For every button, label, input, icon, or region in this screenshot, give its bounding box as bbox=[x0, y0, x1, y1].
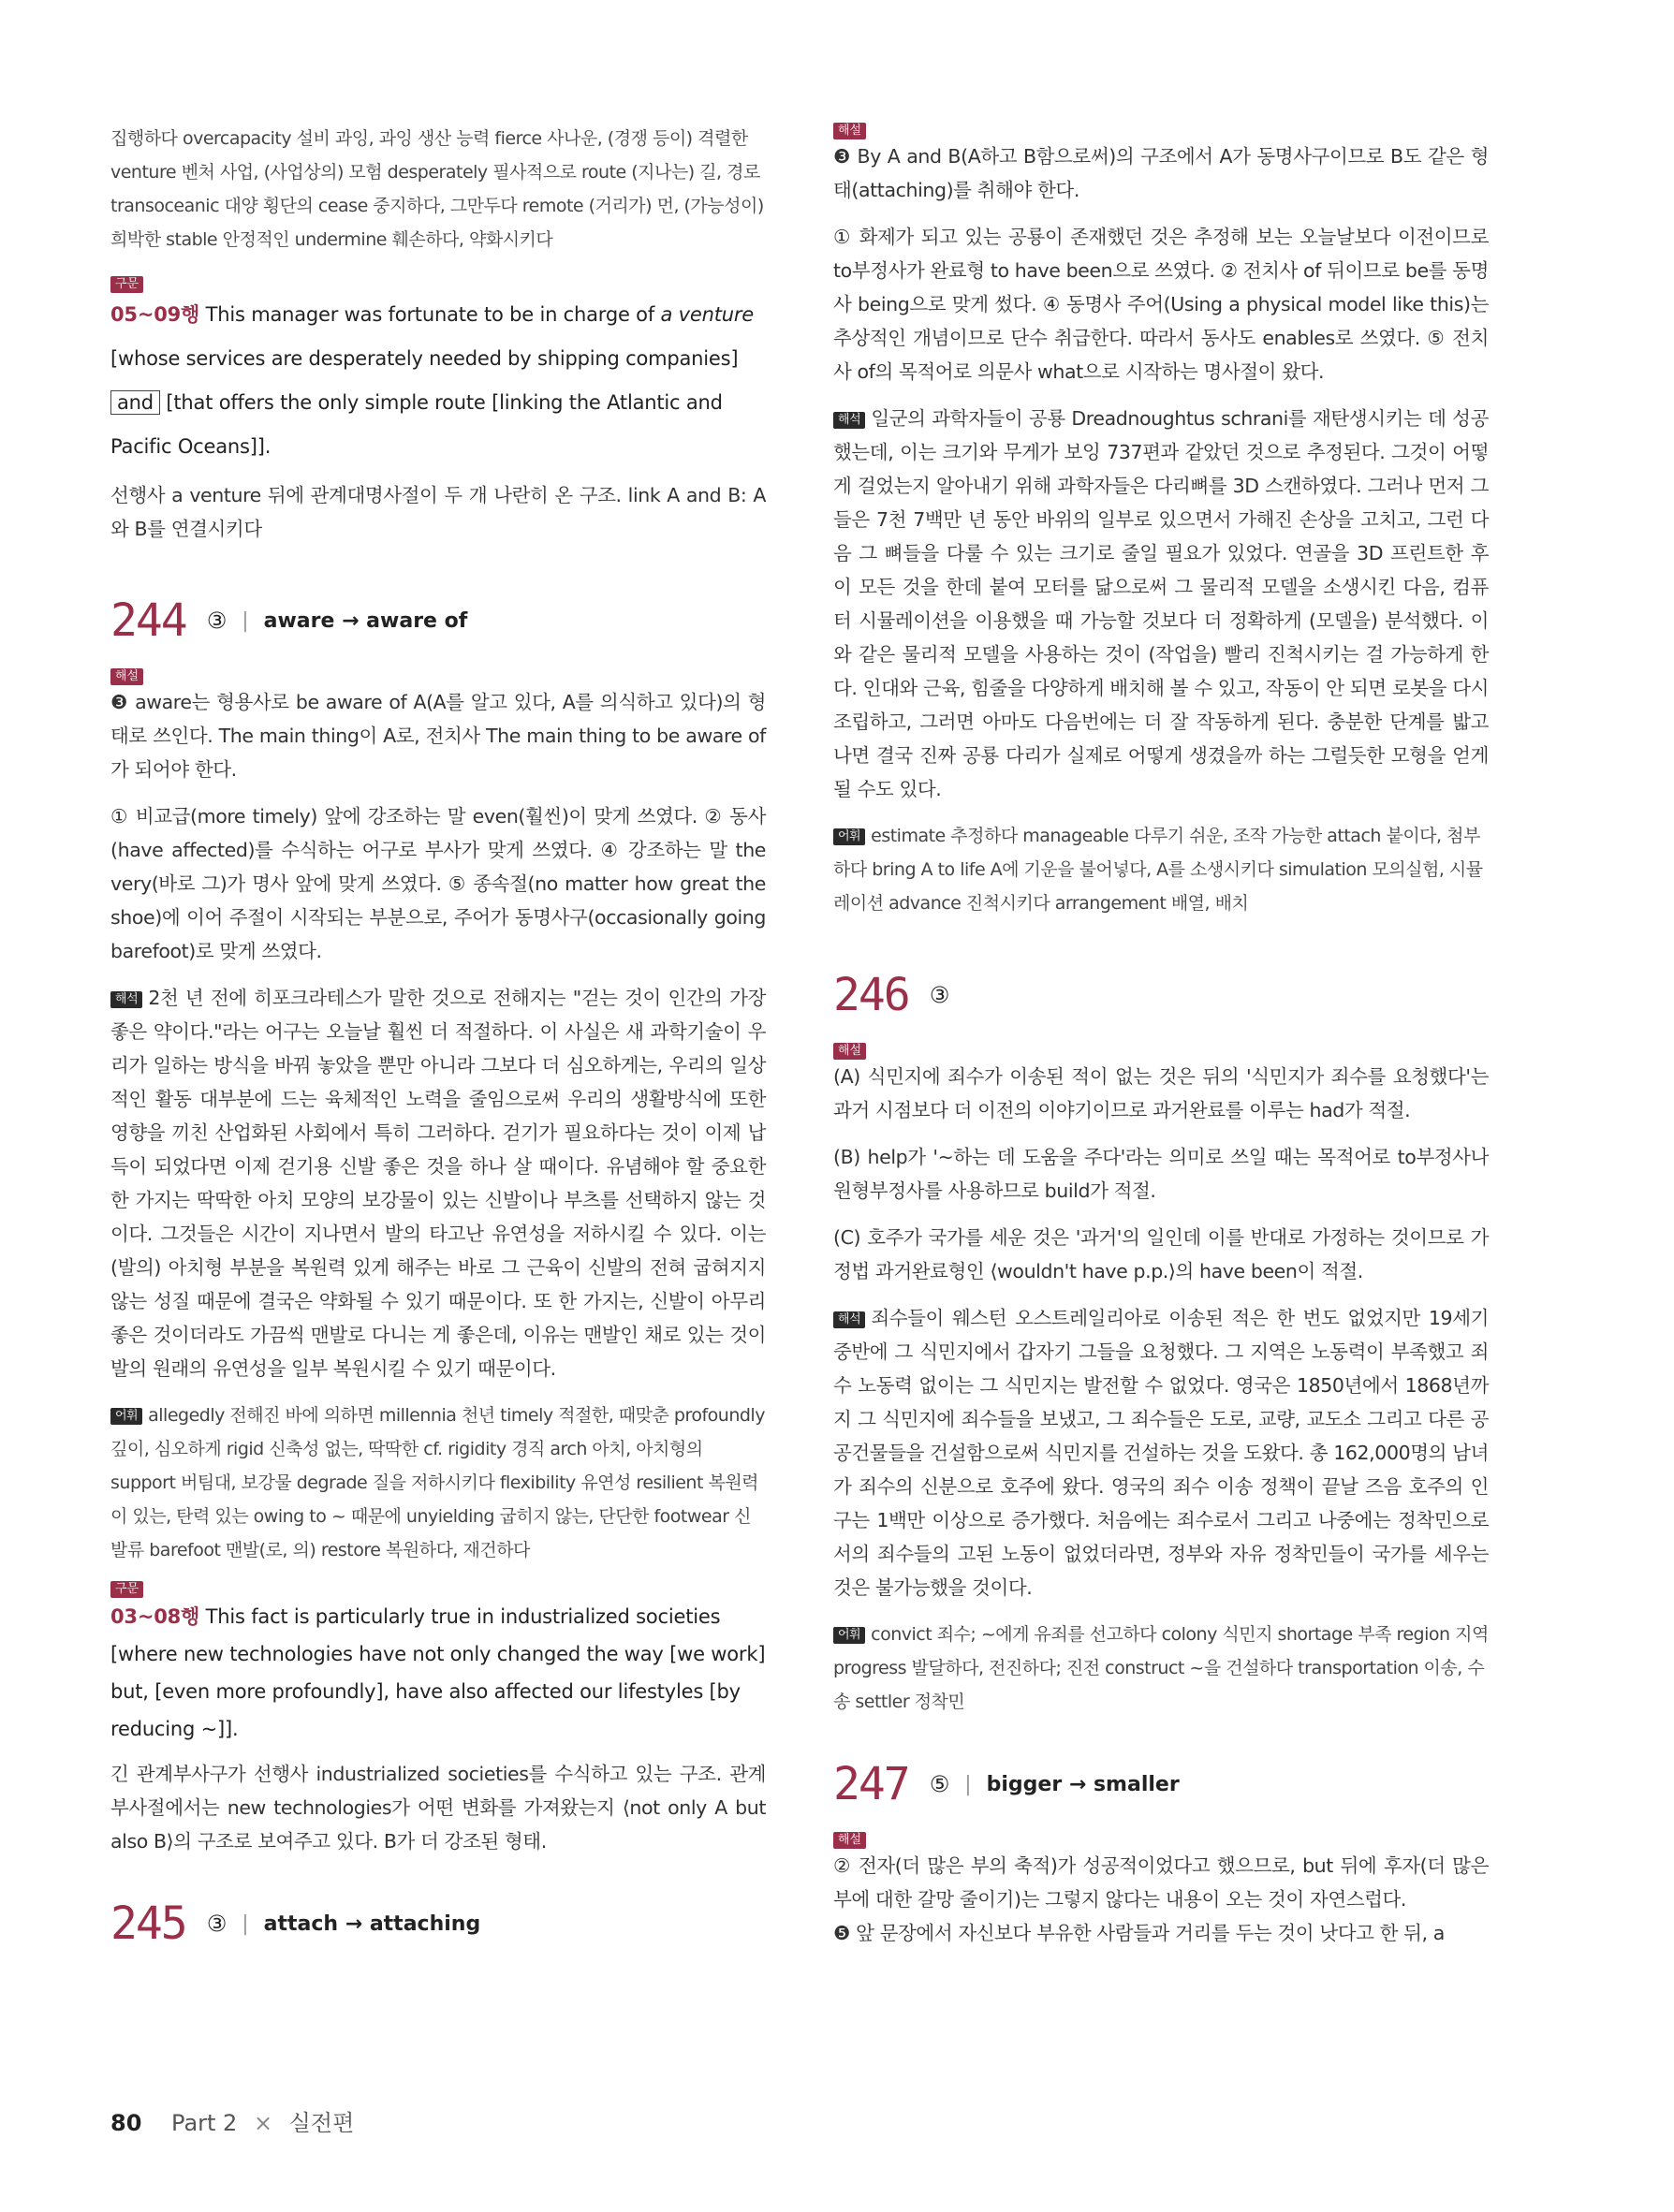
question-number: 244 bbox=[110, 594, 186, 647]
question-header-244 bbox=[110, 583, 766, 658]
correction: bigger → smaller bbox=[986, 1772, 1180, 1796]
sentence-clause-2: [that offers the only simple route [linking the Atlantic and bbox=[166, 391, 723, 414]
grammar-note-243 bbox=[110, 275, 766, 546]
grammar-explanation: 선행사 a venture 뒤에 관계대명사절이 두 개 나란히 온 구조. link A and B: A와 B를 연결시키다 bbox=[110, 484, 766, 540]
explanation-245-main: ❸ By A and B(A하고 B함으로써)의 구조에서 A가 동명사구이므로 B도 같은 형태(attaching)를 취해야 한다. bbox=[833, 145, 1489, 201]
answer-number: ③ bbox=[206, 1911, 228, 1937]
question-number: 247 bbox=[833, 1758, 909, 1810]
sentence-part: This manager was fortunate to be in charge of bbox=[205, 303, 661, 326]
vocab-block-245 bbox=[833, 819, 1489, 920]
separator: × bbox=[253, 2110, 273, 2136]
vocab-block-244 bbox=[110, 1399, 766, 1567]
eohwi-badge: 어휘 bbox=[110, 1408, 142, 1425]
answer-number: ⑤ bbox=[929, 1771, 950, 1797]
sentence-and-box: and bbox=[110, 390, 160, 415]
line-ref: 03~08행 bbox=[110, 1605, 200, 1628]
question-header-246 bbox=[833, 958, 1489, 1033]
haeseol-badge: 해설 bbox=[833, 123, 866, 139]
explanation-245-others: ① 화제가 되고 있는 공룡이 존재했던 것은 추정해 보는 오늘날보다 이전이므로 to부정사가 완료형 to have been으로 쓰였다. ② 전치사 of 뒤이므로 be를 동명사 being으로 맞게 썼다. ④ 동명사 주어(Using a physical model like this)는 추상적인 개념이므로 단수 취급한다. 따라서 동사도 enables로 쓰였다. ⑤ 전치사 of의 목적어로 의문사 what으로 시작하는 명사절이 왔다. bbox=[833, 226, 1489, 383]
correction: attach → attaching bbox=[263, 1912, 481, 1936]
translation-text: 죄수들이 웨스턴 오스트레일리아로 이송된 적은 한 번도 없었지만 19세기 중반에 그 식민지에서 갑자기 그들을 요청했다. 그 지역은 노동력이 부족했고 죄수 노동력 없이는 그 식민지는 발전할 수 없었다. 영국은 1850년에서 1868년까지 그 식민지에 죄수들을 보냈고, 그 죄수들은 도로, 교량, 교도소 그리고 다른 공공건물들을 건설함으로써 식민지를 건설하는 것을 도왔다. 총 162,000명의 남녀가 죄수의 신분으로 호주에 왔다. 영국의 죄수 이송 정책이 끝날 즈음 호주의 인구는 1백만 이상으로 증가했다. 처음에는 죄수로서 그리고 나중에는 정착민으로서의 죄수들의 고된 노동이 없었더라면, 정부와 자유 정착민들이 국가를 세우는 것은 불가능했을 것이다. bbox=[833, 1307, 1489, 1599]
question-number: 245 bbox=[110, 1897, 186, 1950]
question-number: 246 bbox=[833, 969, 909, 1021]
divider: | bbox=[242, 1912, 249, 1936]
sentence-antecedent: a venture bbox=[660, 303, 754, 326]
gumun-badge: 구문 bbox=[110, 276, 143, 293]
eohwi-badge: 어휘 bbox=[833, 1627, 865, 1644]
explanation-244-main: ❸ aware는 형용사로 be aware of A(A를 알고 있다, A를 의식하고 있다)의 형태로 쓰인다. The main thing이 A로, 전치사 The main thing to be aware of가 되어야 한다. bbox=[110, 691, 766, 781]
right-column bbox=[833, 122, 1489, 1950]
translation-244 bbox=[110, 981, 766, 1385]
translation-text: 일군의 과학자들이 공룡 Dreadnoughtus schrani를 재탄생시키는 데 성공했는데, 이는 크기와 무게가 보잉 737편과 같았던 것으로 추정된다. 그것이 어떻게 걸었는지 알아내기 위해 과학자들은 다리뼈를 3D 스캔하였다. 그러나 먼저 그들은 7천 7백만 년 동안 바위의 일부로 있으면서 가해진 손상을 고치고, 그런 다음 그 뼈들을 다룰 수 있는 크기로 줄일 필요가 있었다. 연골을 3D 프린트한 후 이 모든 것을 한데 붙여 모터를 닮으로써 그 물리적 모델을 소생시킨 다음, 컴퓨터 시뮬레이션을 이용했을 때 가능할 것보다 더 정확하게 (모델을) 분석했다. 이와 같은 물리적 모델을 사용하는 것이 (작업을) 빨리 진척시키는 걸 가능하게 한다. 인대와 근육, 힘줄을 다양하게 배치해 볼 수 있고, 작동이 안 되면 로봇을 다시 조립하고, 그러면 아마도 다음번에는 더 잘 작동하게 된다. 충분한 단계를 밟고 나면 결국 진짜 공룡 다리가 실제로 어떻게 생겼을까 하는 그럴듯한 모형을 얻게 될 수도 있다. bbox=[833, 407, 1489, 800]
translation-245 bbox=[833, 402, 1489, 806]
line-ref: 05~09행 bbox=[110, 303, 200, 326]
translation-text: 2천 년 전에 히포크라테스가 말한 것으로 전해지는 "걷는 것이 인간의 가장 좋은 약이다."라는 어구는 오늘날 훨씬 더 적절하다. 이 사실은 새 과학기술이 우리가 일하는 방식을 바꿔 놓았을 뿐만 아니라 그보다 더 심오하게는, 우리의 일상적인 활동 대부분에 드는 육체적인 노력을 줄임으로써 우리의 생활방식에 또한 영향을 끼친 산업화된 사회에서 특히 그러하다. 걷기가 필요하다는 것이 이제 납득이 되었다면 이제 걷기용 신발 좋은 것을 하나 살 때이다. 유념해야 할 중요한 한 가지는 딱딱한 아치 모양의 보강물이 있는 신발이나 부츠를 선택하지 않는 것이다. 그것들은 시간이 지나면서 발의 타고난 유연성을 저하시킬 수 있다. 이는 (발의) 아치형 부분을 복원력 있게 해주는 바로 그 근육이 신발의 전혀 굽혀지지 않는 성질 때문에 결국은 약화될 수 있기 때문이다. 또 한 가지는, 신발이 아무리 좋은 것이더라도 가끔씩 맨발로 다니는 게 좋은데, 이유는 맨발인 채로 있는 것이 발의 원래의 유연성을 일부 복원시킬 수 있기 때문이다. bbox=[110, 987, 766, 1380]
vocab-text: allegedly 전해진 바에 의하면 millennia 천년 timely 적절한, 때맞춘 profoundly 깊이, 심오하게 rigid 신축성 없는, 딱딱한 cf. rigidity 경직 arch 아치, 아치형의 support 버팀대, 보강물 degrade 질을 저하시키다 flexibility 유연성 resilient 복원력이 있는, 탄력 있는 owing to ~ 때문에 unyielding 굽히지 않는, 단단한 footwear 신발류 barefoot 맨발(로, 의) restore 복원하다, 재건하다 bbox=[110, 1405, 765, 1560]
divider: | bbox=[242, 608, 249, 633]
sentence-clause-1: [whose services are desperately needed by shipping companies] bbox=[110, 347, 739, 370]
haeseok-badge: 해석 bbox=[110, 991, 142, 1008]
haeseol-badge: 해설 bbox=[833, 1832, 866, 1849]
sentence-end: Pacific Oceans]]. bbox=[110, 435, 272, 458]
haeseok-badge: 해석 bbox=[833, 1311, 865, 1328]
explanation-244-others: ① 비교급(more timely) 앞에 강조하는 말 even(훨씬)이 맞게 쓰였다. ② 동사(have affected)를 수식하는 어구로 부사가 맞게 쓰였다. ④ 강조하는 말 the very(바로 그)가 명사 앞에 맞게 쓰였다. ⑤ 종속절(no matter how great the shoe)에 이어 주절이 시작되는 부분으로, 주어가 동명사구(occasionally going barefoot)로 맞게 쓰였다. bbox=[110, 805, 766, 962]
explanation-246-b: (B) help가 '~하는 데 도움을 주다'라는 의미로 쓰일 때는 목적어로 to부정사나 원형부정사를 사용하므로 build가 적절. bbox=[833, 1146, 1489, 1202]
explanation-246-a: (A) 식민지에 죄수가 이송된 적이 없는 것은 뒤의 '식민지가 죄수를 요청했다'는 과거 시점보다 더 이전의 이야기이므로 과거완료를 이루는 had가 적절. bbox=[833, 1065, 1489, 1121]
vocab-text: estimate 추정하다 manageable 다루기 쉬운, 조작 가능한 attach 붙이다, 첨부하다 bring A to life A에 기운을 불어넣다, A를 소생시키다 simulation 모의실험, 시뮬레이션 advance 진척시키다 arrangement 배열, 배치 bbox=[833, 826, 1483, 914]
grammar-explanation: 긴 관계부사구가 선행사 industrialized societies를 수식하고 있는 구조. 관계부사절에서는 new technologies가 어떤 변화를 가져왔는지 ⟨not only A but also B⟩의 구조로 보여주고 있다. B가 더 강조된 형태. bbox=[110, 1763, 766, 1853]
correction: aware → aware of bbox=[263, 608, 468, 633]
gumun-badge: 구문 bbox=[110, 1581, 143, 1598]
haeseol-badge: 해설 bbox=[833, 1043, 866, 1060]
section-label: 실전편 bbox=[288, 2110, 355, 2136]
divider: | bbox=[964, 1772, 972, 1796]
vocab-block-243: 집행하다 overcapacity 설비 과잉, 과잉 생산 능력 fierce 사나운, (경쟁 등이) 격렬한 venture 벤처 사업, (사업상의) 모험 desperately 필사적으로 route (지나는) 길, 경로 transoceanic 대양 횡단의 cease 중지하다, 그만두다 remote (거리가) 먼, (가능성이) 희박한 stable 안정적인 undermine 훼손하다, 약화시키다 bbox=[110, 128, 764, 250]
haeseol-badge: 해설 bbox=[110, 668, 143, 685]
explanation-247-2: ② 전자(더 많은 부의 축적)가 성공적이었다고 했으므로, but 뒤에 후자(더 많은 부에 대한 갈망 줄이기)는 그렇지 않다는 내용이 오는 것이 자연스럽다. bbox=[833, 1854, 1489, 1911]
explanation-246-c: (C) 호주가 국가를 세운 것은 '과거'의 일인데 이를 반대로 가정하는 것이므로 가정법 과거완료형인 ⟨wouldn't have p.p.⟩의 have been이 적절. bbox=[833, 1226, 1489, 1282]
haeseok-badge: 해석 bbox=[833, 412, 865, 429]
answer-number: ③ bbox=[206, 608, 228, 634]
question-header-245 bbox=[110, 1886, 766, 1961]
explanation-247-5: ❺ 앞 문장에서 자신보다 부유한 사람들과 거리를 두는 것이 낫다고 한 뒤, a bbox=[833, 1922, 1445, 1944]
translation-246 bbox=[833, 1301, 1489, 1604]
sentence-text: This fact is particularly true in industrialized societies [where new technologies have not only changed the way [we work] but, [even more profoundly], have also affected our lifestyles [by reducing ~]]. bbox=[110, 1605, 766, 1740]
grammar-note-244 bbox=[110, 1598, 766, 1748]
answer-number: ③ bbox=[929, 982, 950, 1008]
left-column bbox=[110, 122, 766, 1970]
vocab-block-246 bbox=[833, 1618, 1489, 1719]
page-footer bbox=[110, 2104, 354, 2137]
question-header-247 bbox=[833, 1747, 1489, 1822]
part-label: Part 2 bbox=[171, 2110, 238, 2136]
vocab-text: convict 죄수; ~에게 유죄를 선고하다 colony 식민지 shortage 부족 region 지역 progress 발달하다, 전진하다; 진전 construct ~을 건설하다 transportation 이송, 수송 settler 정착민 bbox=[833, 1624, 1489, 1712]
page-number: 80 bbox=[110, 2110, 142, 2136]
eohwi-badge: 어휘 bbox=[833, 828, 865, 845]
